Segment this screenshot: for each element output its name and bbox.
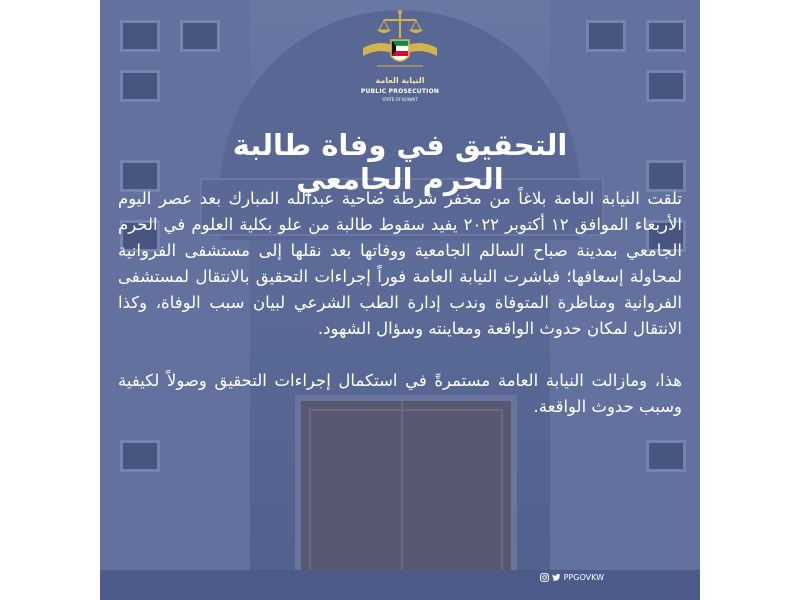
social-handle: PPGOVKW <box>563 573 604 582</box>
instagram-icon <box>540 573 549 582</box>
post-body <box>118 186 682 420</box>
body-paragraph-2: هذا، ومازالت النيابة العامة مستمرةً في استكمال إجراءات التحقيق وصولاً لكيفية وسبب حدوث الواقعة. <box>118 371 682 416</box>
body-paragraph-1: تلقت النيابة العامة بلاغاً من مخفر شرطة ضاحية عبدالله المبارك بعد عصر اليوم الأربعاء الموافق ١٢ أكتوبر ٢٠٢٢ يفيد سقوط طالبة من علو بكلية العلوم في الحرم الجامعي بمدينة صباح السالم الجامعية ووفاتها بعد نقلها إلى مستشفى الفروانية لمحاولة إسعافها؛ فباشرت النيابة العامة فوراً إجراءات التحقيق بالانتقال لمستشفى الفروانية ومناظرة المتوفاة وندب إدارة الطب الشرعي لبيان سبب الوفاة، وكذا الانتقال لمكان حدوث الواقعة ومعاينته وسؤال الشهود. <box>118 189 682 338</box>
prosecution-post <box>100 0 700 600</box>
public-prosecution-logo <box>355 8 445 116</box>
scales-emblem-icon <box>355 8 445 78</box>
social-footer <box>540 573 604 582</box>
logo-english-name: PUBLIC PROSECUTION <box>360 88 440 95</box>
post-title: التحقيق في وفاة طالبة الحرم الجامعي <box>232 128 568 196</box>
logo-english-state: STATE OF KUWAIT <box>382 97 418 102</box>
twitter-icon <box>552 573 561 582</box>
logo-arabic-name: النيابة العامة <box>375 76 425 85</box>
